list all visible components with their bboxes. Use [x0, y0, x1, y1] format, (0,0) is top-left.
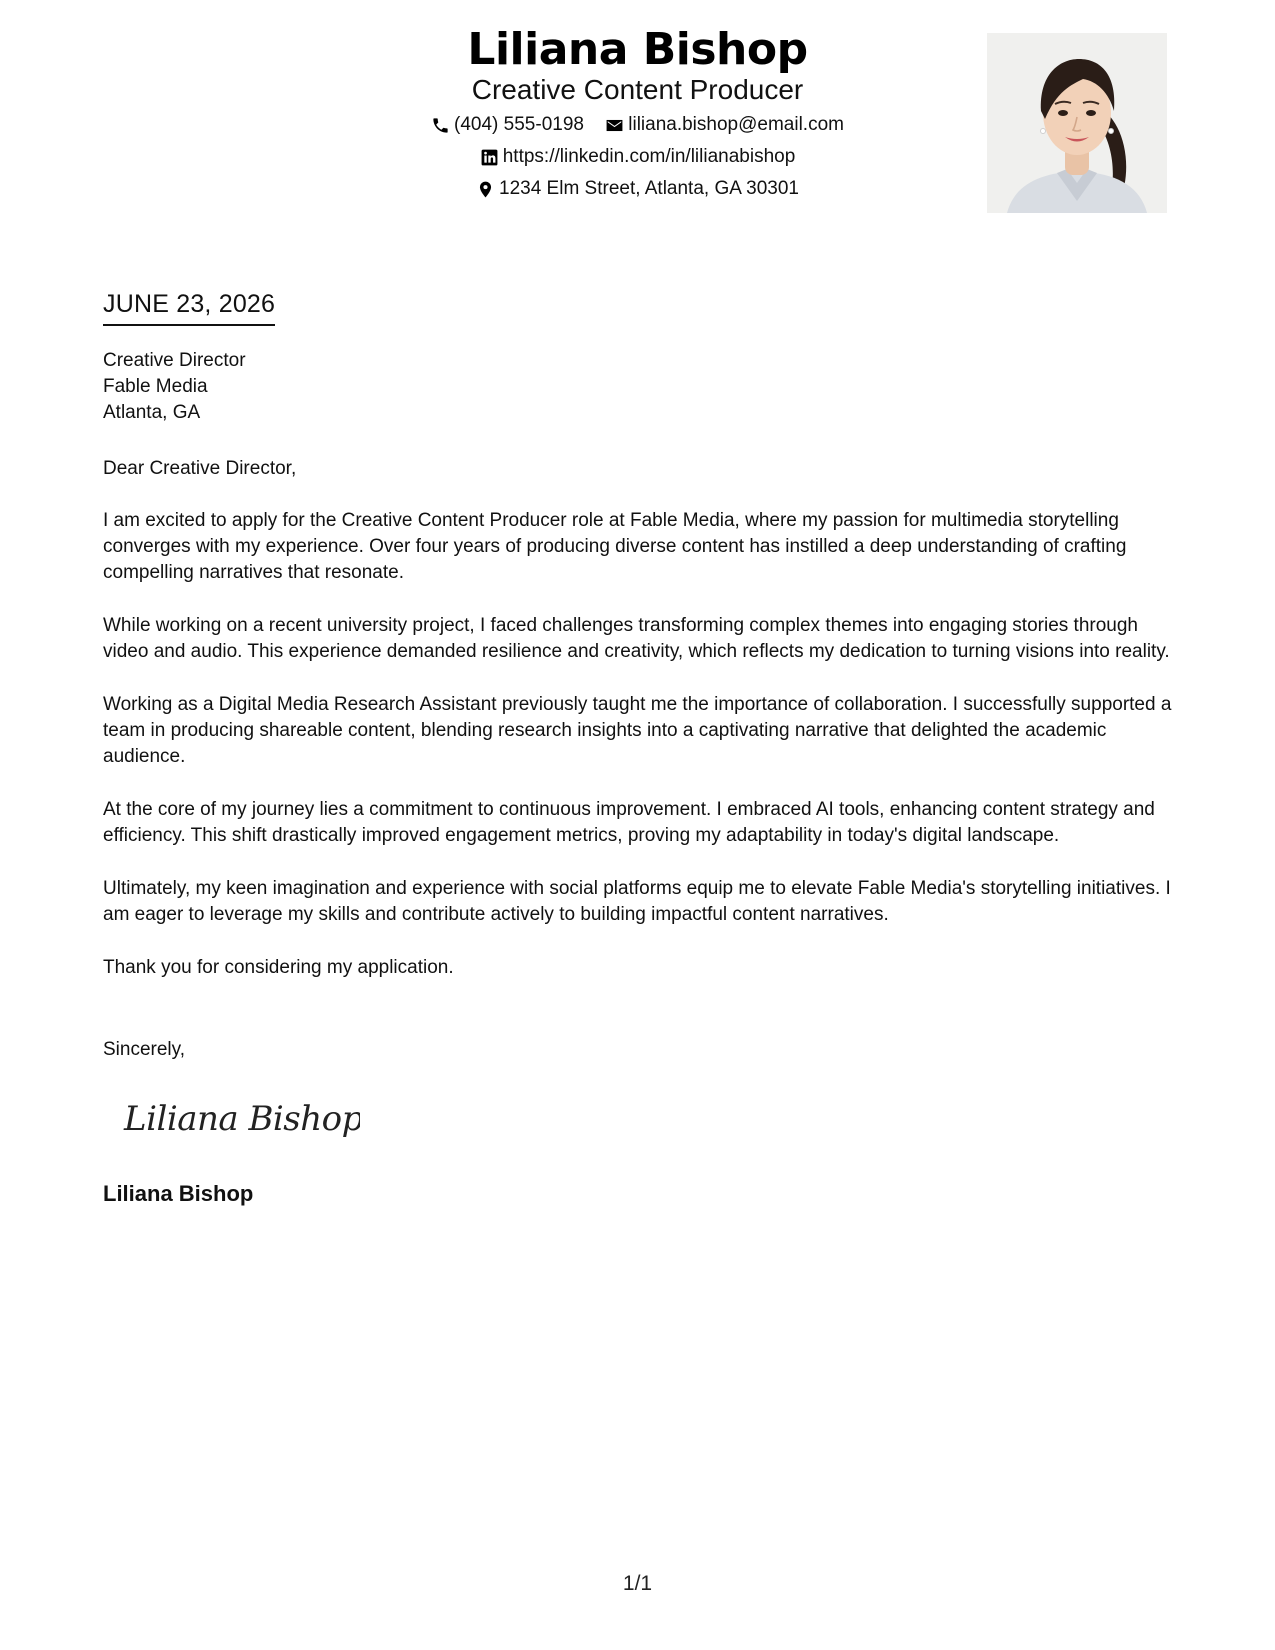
email-contact: [605, 112, 844, 138]
street-address: 1234 Elm Street, Atlanta, GA 30301: [499, 178, 799, 199]
envelope-icon: [605, 116, 624, 135]
portrait-illustration: [987, 33, 1167, 213]
portrait-photo: [987, 33, 1167, 213]
body-paragraph: Working as a Digital Media Research Assistant previously taught me the importance of collaboration. I successfully supported a team in producing shareable content, blending research insights into a captivating narrative that delighted the academic audience.: [103, 694, 1172, 767]
linkedin-contact: [480, 144, 796, 170]
signer-name: Liliana Bishop: [103, 1181, 254, 1206]
body-paragraph: At the core of my journey lies a commitment to continuous improvement. I embraced AI tools, enhancing content strategy and efficiency. This shift drastically improved engagement metrics, proving my adaptability in today's digital landscape.: [103, 799, 1155, 846]
body-paragraph: I am excited to apply for the Creative Content Producer role at Fable Media, where my passion for multimedia storytelling converges with my experience. Over four years of producing diverse content has instilled a deep understanding of crafting compelling narratives that resonate.: [103, 510, 1127, 583]
letter-body: [103, 456, 1175, 1008]
recipient-title: Creative Director: [103, 350, 246, 371]
body-paragraph: Ultimately, my keen imagination and experience with social platforms equip me to elevate Fable Media's storytelling initiatives. I am eager to leverage my skills and contribute actively to building impactful content narratives.: [103, 878, 1171, 925]
applicant-name: Liliana Bishop: [467, 24, 808, 75]
recipient-location: Atlanta, GA: [103, 402, 201, 423]
address-contact: [476, 176, 799, 202]
linkedin-icon: [480, 148, 499, 167]
closing: Sincerely,: [103, 1039, 186, 1060]
salutation: Dear Creative Director,: [103, 458, 297, 479]
letter-date: JUNE 23, 2026: [103, 288, 275, 326]
map-pin-icon: [476, 180, 495, 199]
recipient-block: [103, 348, 246, 426]
email-address: liliana.bishop@email.com: [628, 114, 844, 135]
phone-contact: [431, 112, 584, 138]
linkedin-url: https://linkedin.com/in/lilianabishop: [502, 146, 796, 167]
handwritten-signature: [120, 1090, 360, 1146]
applicant-role: Creative Content Producer: [471, 74, 804, 105]
body-paragraph: While working on a recent university project, I faced challenges transforming complex themes into engaging stories through video and audio. This experience demanded resilience and creativity, which reflects my dedication to turning visions into reality.: [103, 615, 1170, 662]
recipient-company: Fable Media: [103, 376, 208, 397]
phone-icon: [431, 116, 450, 135]
phone-number: (404) 555-0198: [454, 114, 584, 135]
thank-you-line: Thank you for considering my application.: [103, 957, 454, 978]
svg-text:Liliana Bishop: Liliana Bishop: [124, 1099, 360, 1139]
signature-drawing: [120, 1090, 360, 1146]
page-number: 1/1: [622, 1572, 653, 1595]
